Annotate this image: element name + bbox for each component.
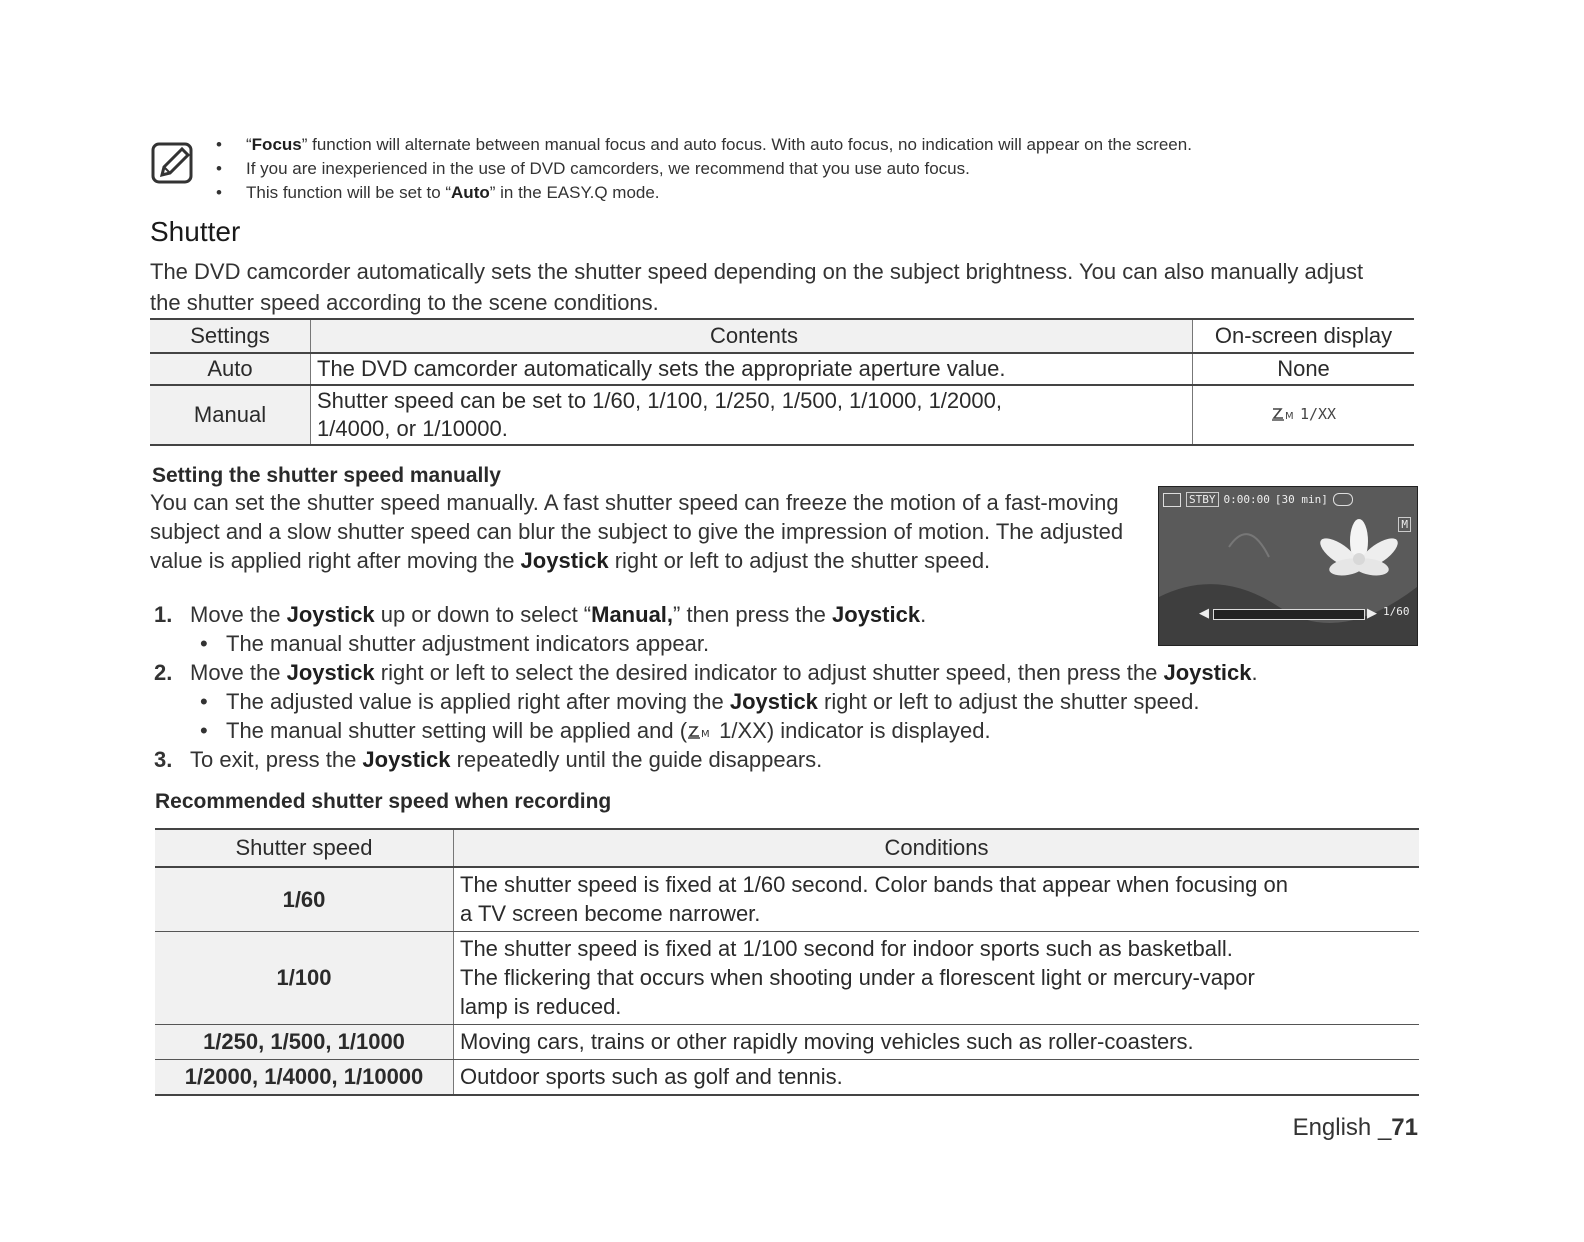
step-number: 1. (154, 602, 173, 627)
table-row (155, 867, 1419, 932)
conditions-line: The shutter speed is fixed at 1/100 second for indoor sports such as basketball. (460, 936, 1233, 961)
step-item: 1. Move the Joystick up or down to select “Manual,” then press the Joystick. • The manual shutter adjustment indicators appear. (150, 600, 1390, 658)
contents-line: Shutter speed can be set to 1/60, 1/100, 1/250, 1/500, 1/1000, 1/2000, (317, 388, 1002, 413)
setting-auto: Auto (150, 353, 311, 385)
conditions-cell (454, 1060, 1420, 1096)
camera-mode-icon (1163, 493, 1181, 507)
osd-value: 1/XX (1299, 405, 1337, 423)
table-row (155, 1060, 1419, 1096)
osd-indicator (1271, 405, 1336, 423)
header-onscreen-display: On-screen display (1193, 319, 1415, 353)
table-row (155, 932, 1419, 1025)
settings-table (150, 318, 1414, 446)
left-arrow-icon: ◀ (1199, 605, 1209, 620)
conditions-line: The flickering that occurs when shooting under a florescent light or mercury-vapor (460, 965, 1255, 990)
footer-language: English _ (1292, 1114, 1392, 1141)
display-cell: None (1193, 353, 1415, 385)
conditions-cell (454, 932, 1420, 1025)
screen-stby: STBY (1186, 492, 1219, 507)
shutter-manual-icon (1271, 406, 1297, 422)
header-contents: Contents (311, 319, 1193, 353)
step-number: 2. (154, 660, 173, 685)
table-header-row (155, 829, 1419, 867)
conditions-cell (454, 1025, 1420, 1060)
right-arrow-icon: ▶ (1367, 605, 1377, 620)
conditions-line: Moving cars, trains or other rapidly moving vehicles such as roller-coasters. (460, 1029, 1194, 1054)
section-intro: The DVD camcorder automatically sets the shutter speed depending on the subject brightness. You can also manually adjust the shutter speed according to the scene conditions. (150, 259, 1364, 315)
contents-line: 1/4000, or 1/10000. (317, 416, 508, 441)
conditions-line: lamp is reduced. (460, 994, 622, 1019)
screen-status-bar (1163, 492, 1353, 507)
step-subitem: • The adjusted value is applied right after moving the Joystick right or left to adjust the shutter speed. (190, 687, 1390, 716)
steps-list (150, 600, 1390, 774)
screen-shutter-value: 1/60 (1383, 605, 1410, 618)
conditions-line: The shutter speed is fixed at 1/60 second. Color bands that appear when focusing on (460, 872, 1288, 897)
manual-intro: You can set the shutter speed manually. A fast shutter speed can freeze the motion of a fast-moving subject and a slow shutter speed can blur the subject to give the impression of motion. The adjusted value is applied right after moving the Joystick right or left to adjust the shutter speed. (150, 490, 1124, 573)
table-row (150, 385, 1414, 445)
note-item: • If you are inexperienced in the use of DVD camcorders, we recommend that you use auto focus. (216, 157, 1192, 181)
note-item: • “Focus” function will alternate between manual focus and auto focus. With auto focus, no indication will appear on the screen. (216, 133, 1192, 157)
conditions-line: Outdoor sports such as golf and tennis. (460, 1064, 843, 1089)
contents-cell: The DVD camcorder automatically sets the appropriate aperture value. (311, 353, 1193, 385)
note-list (216, 133, 1192, 205)
page-number: 71 (1391, 1114, 1418, 1141)
display-cell (1193, 385, 1415, 445)
step-number: 3. (154, 747, 173, 772)
table-row (150, 353, 1414, 385)
speed-cell: 1/60 (155, 867, 454, 932)
svg-text:M: M (701, 729, 710, 740)
step-item: 3. To exit, press the Joystick repeatedly until the guide disappears. (154, 747, 823, 772)
setting-manual: Manual (150, 385, 311, 445)
screen-manual-badge: M (1398, 517, 1411, 532)
conditions-line: a TV screen become narrower. (460, 901, 761, 926)
contents-cell (311, 385, 1193, 445)
speed-cell: 1/2000, 1/4000, 1/10000 (155, 1060, 454, 1096)
table-row (155, 1025, 1419, 1060)
conditions-cell (454, 867, 1420, 932)
shutter-manual-icon (687, 724, 713, 740)
step-sublist (190, 687, 1390, 745)
header-settings: Settings (150, 319, 311, 353)
step-sublist (190, 629, 1390, 658)
table-header-row (150, 319, 1414, 353)
step-subitem: • The manual shutter setting will be applied and ( M 1/XX) indicator is displayed. (190, 716, 1390, 745)
section-title: Shutter (150, 216, 241, 247)
step-subitem: • The manual shutter adjustment indicators appear. (190, 629, 1390, 658)
note-pencil-icon (150, 141, 196, 187)
step-item: 2. Move the Joystick right or left to select the desired indicator to adjust shutter speed, then press the Joystick. • The adjusted value is applied right after moving the Joystick right or left to adjust the shutter speed. • The manual shutter setting will be applied and ( M 1/XX) indicator is displayed. (150, 658, 1390, 745)
header-shutter-speed: Shutter speed (155, 829, 454, 867)
speed-cell: 1/100 (155, 932, 454, 1025)
note-item: • This function will be set to “Auto” in the EASY.Q mode. (216, 181, 1192, 205)
header-conditions: Conditions (454, 829, 1420, 867)
disc-icon (1333, 493, 1353, 506)
manual-heading: Setting the shutter speed manually (152, 464, 501, 487)
screen-remaining: [30 min] (1274, 493, 1328, 506)
recommended-table (155, 828, 1419, 1096)
svg-text:M: M (1284, 411, 1294, 422)
recommended-heading: Recommended shutter speed when recording (155, 790, 612, 813)
screen-time: 0:00:00 (1223, 493, 1270, 506)
speed-cell: 1/250, 1/500, 1/1000 (155, 1025, 454, 1060)
page-footer (1293, 1114, 1418, 1142)
